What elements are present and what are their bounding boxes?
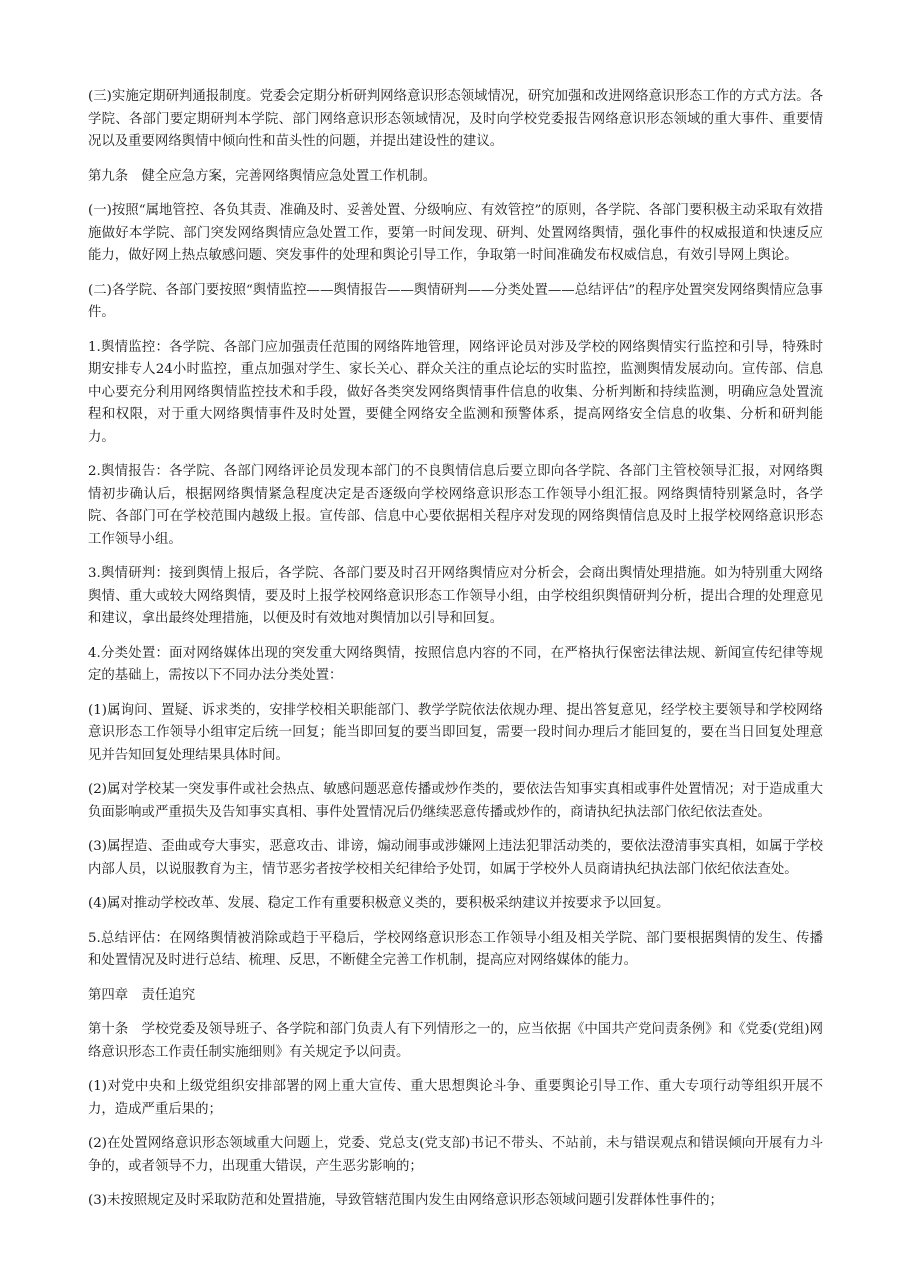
paragraph-fabrication-handling: (3)属捏造、歪曲或夸大事实，恶意攻击、诽谤，煽动闹事或涉嫌网上违法犯罪活动类的，要依法澄清事实真相，如属于学校内部人员，以说服教育为主，情节恶劣者按学校相关纪律给予处罚，如属于学校外人员商请执纪执法部门依纪依法查处。 <box>88 839 823 877</box>
chapter-4-heading: 第四章 责任追究 <box>88 987 196 1003</box>
document-body <box>88 86 823 1225</box>
paragraph-reporting: 2.舆情报告：各学院、各部门网络评论员发现本部门的不良舆情信息后要立即向各学院、各部门主管校领导汇报，对网络舆情初步确认后，根据网络舆情紧急程度决定是否逐级向学校网络意识形态工作领导小组汇报。网络舆情特别紧急时，各学院、各部门可在学校范围内越级上报。宣传部、信息中心要依据相关程序对发现的网络舆情信息及时上报学校网络意识形态工作领导小组。 <box>88 464 823 547</box>
paragraph-malicious-spread-handling: (2)属对学校某一突发事件或社会热点、敏感问题恶意传播或炒作类的，要依法告知事实真相或事件处置情况；对于造成重大负面影响或严重损失及告知事实真相、事件处置情况后仍继续恶意传播或炒作的，商请执纪执法部门依纪依法查处。 <box>88 782 823 820</box>
paragraph-reporting-system: (三)实施定期研判通报制度。党委会定期分析研判网络意识形态领域情况，研究加强和改进网络意识形态工作的方式方法。各学院、各部门要定期研判本学院、部门网络意识形态领域情况，及时向学校党委报告网络意识形态领域的重大事件、重要情况以及重要网络舆情中倾向性和苗头性的问题，并提出建设性的建议。 <box>88 89 823 149</box>
accountability-item-3: (3)未按照规定及时采取防范和处置措施，导致管辖范围内发生由网络意识形态领域问题引发群体性事件的； <box>88 1193 723 1208</box>
paragraph-positive-feedback-handling: (4)属对推动学校改革、发展、稳定工作有重要积极意义类的，要积极采纳建议并按要求予以回复。 <box>88 896 670 911</box>
article-9-heading: 第九条 健全应急方案，完善网络舆情应急处置工作机制。 <box>88 168 437 184</box>
paragraph-procedure: (二)各学院、各部门要按照“舆情监控——舆情报告——舆情研判——分类处置——总结评估”的程序处置突发网络舆情应急事件。 <box>88 282 823 320</box>
paragraph-monitoring: 1.舆情监控：各学院、各部门应加强责任范围的网络阵地管理，网络评论员对涉及学校的网络舆情实行监控和引导，特殊时期安排专人24小时监控，重点加强对学生、家长关心、群众关注的重点论坛的实时监控，监测舆情发展动向。宣传部、信息中心要充分利用网络舆情监控技术和手段，做好各类突发网络舆情事件信息的收集、分析判断和持续监测，明确应急处置流程和权限，对于重大网络舆情事件及时处置，要健全网络安全监测和预警体系，提高网络安全信息的收集、分析和研判能力。 <box>88 339 823 445</box>
paragraph-classification: 4.分类处置：面对网络媒体出现的突发重大网络舆情，按照信息内容的不同，在严格执行保密法律法规、新闻宣传纪律等规定的基础上，需按以下不同办法分类处置： <box>88 645 823 683</box>
paragraph-analysis: 3.舆情研判：接到舆情上报后，各学院、各部门要及时召开网络舆情应对分析会，会商出舆情处理措施。如为特别重大网络舆情、重大或较大网络舆情，要及时上报学校网络意识形态工作领导小组，由学校组织舆情研判分析，提出合理的处理意见和建议，拿出最终处理措施，以便及时有效地对舆情加以引导和回复。 <box>88 566 823 626</box>
paragraph-inquiry-handling: (1)属询问、置疑、诉求类的，安排学校相关职能部门、教学学院依法依规办理、提出答复意见，经学校主要领导和学校网络意识形态工作领导小组审定后统一回复；能当即回复的要当即回复，需要一段时间办理后才能回复的，要在当日回复处理意见并告知回复处理结果具体时间。 <box>88 702 823 763</box>
accountability-item-1: (1)对党中央和上级党组织安排部署的网上重大宣传、重大思想舆论斗争、重要舆论引导工作、重大专项行动等组织开展不力，造成严重后果的； <box>88 1079 823 1117</box>
paragraph-evaluation: 5.总结评估：在网络舆情被消除或趋于平稳后，学校网络意识形态工作领导小组及相关学院、部门要根据舆情的发生、传播和处置情况及时进行总结、梳理、反思，不断健全完善工作机制，提高应对网络媒体的能力。 <box>88 930 823 968</box>
accountability-item-2: (2)在处置网络意识形态领域重大问题上，党委、党总支(党支部)书记不带头、不站前，未与错误观点和错误倾向开展有力斗争的，或者领导不力，出现重大错误，产生恶劣影响的； <box>88 1136 823 1174</box>
article-10-paragraph: 第十条 学校党委及领导班子、各学院和部门负责人有下列情形之一的，应当依据《中国共产党问责条例》和《党委(党组)网络意识形态工作责任制实施细则》有关规定予以问责。 <box>88 1022 823 1060</box>
paragraph-principles: (一)按照“属地管控、各负其责、准确及时、妥善处置、分级响应、有效管控”的原则，各学院、各部门要积极主动采取有效措施做好本学院、部门突发网络舆情应急处置工作，要第一时间发现、研判、处置网络舆情，强化事件的权威报道和快速反应能力，做好网上热点敏感问题、突发事件的处理和舆论引导工作，争取第一时间准确发布权威信息，有效引导网上舆论。 <box>88 203 823 263</box>
